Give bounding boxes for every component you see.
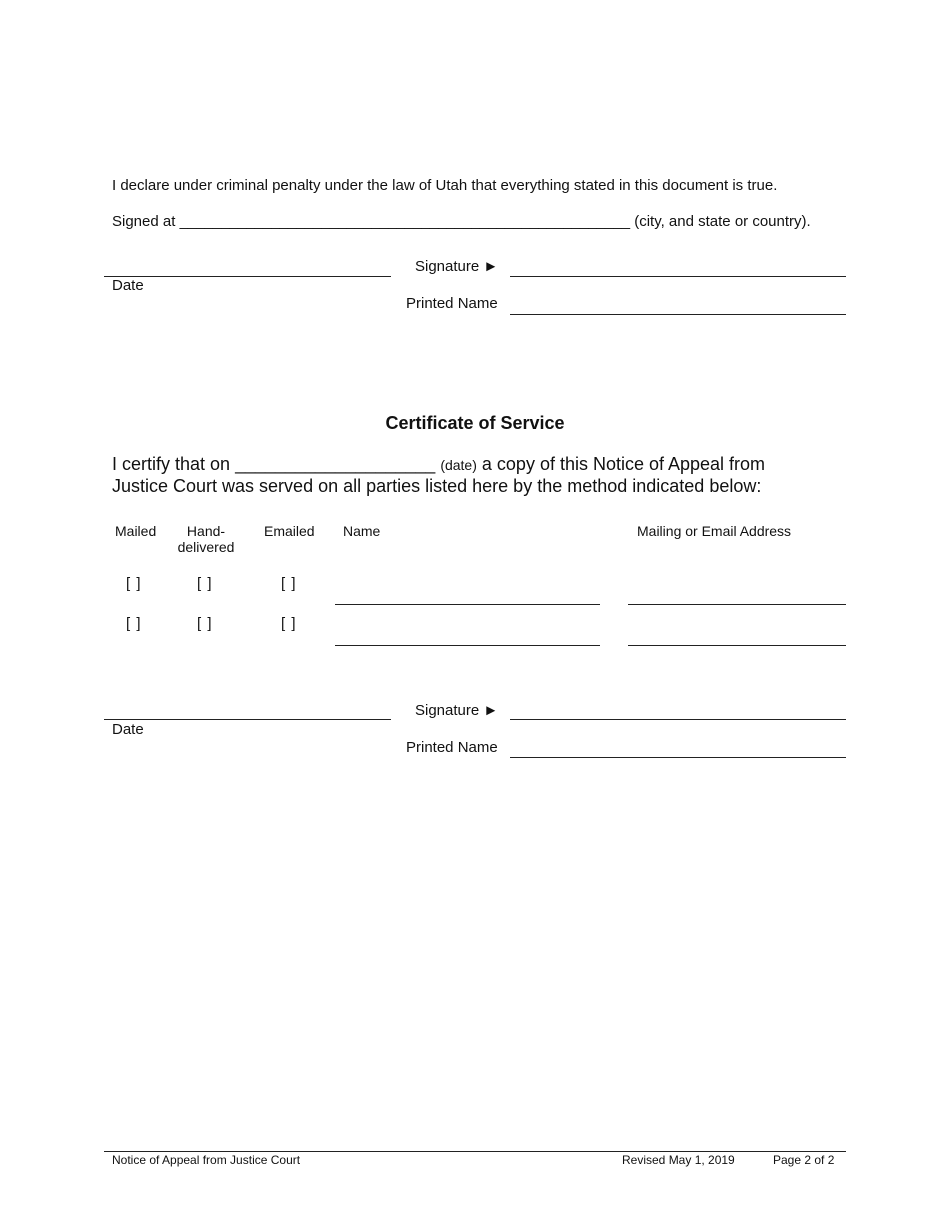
row2-address-line[interactable] <box>628 645 846 646</box>
header-hand-delivered <box>171 523 241 555</box>
row2-hand-checkbox[interactable]: [ ] <box>197 615 213 632</box>
signature-label-2: Signature ► <box>415 702 499 719</box>
certify-prefix: I certify that on <box>112 454 231 474</box>
signed-at-suffix: (city, and state or country). <box>634 213 811 230</box>
footer-form-title: Notice of Appeal from Justice Court <box>112 1153 301 1167</box>
printed-name-label-2: Printed Name <box>406 739 498 756</box>
certify-date-hint: (date) <box>440 457 477 473</box>
printed-name-label-1: Printed Name <box>406 295 498 312</box>
row1-address-line[interactable] <box>628 604 846 605</box>
declaration-statement: I declare under criminal penalty under the law of Utah that everything stated in this document is true. <box>112 177 778 194</box>
certificate-title: Certificate of Service <box>385 413 565 433</box>
certify-line-1 <box>112 453 765 476</box>
printed-name-line-2[interactable] <box>510 757 846 758</box>
signed-at-label: Signed at <box>112 213 176 230</box>
certify-date-field[interactable]: ____________________ <box>235 454 436 474</box>
header-address: Mailing or Email Address <box>637 523 792 539</box>
row2-name-line[interactable] <box>335 645 600 646</box>
header-emailed: Emailed <box>264 523 315 539</box>
date-label-2: Date <box>112 721 144 738</box>
certify-line-2: Justice Court was served on all parties listed here by the method indicated below: <box>112 476 762 496</box>
row1-name-line[interactable] <box>335 604 600 605</box>
footer-revised: Revised May 1, 2019 <box>622 1153 735 1167</box>
row1-mailed-checkbox[interactable]: [ ] <box>126 575 142 592</box>
signature-line-1[interactable] <box>510 276 846 277</box>
row1-hand-checkbox[interactable]: [ ] <box>197 575 213 592</box>
header-hand-delivered-line2: delivered <box>177 539 235 555</box>
date-line-1[interactable] <box>104 276 391 277</box>
printed-name-line-1[interactable] <box>510 314 846 315</box>
signature-line-2[interactable] <box>510 719 846 720</box>
footer-page-number: Page 2 of 2 <box>773 1153 835 1167</box>
signed-at-field[interactable]: ______________________________________________________ <box>179 213 631 230</box>
certify-suffix: a copy of this Notice of Appeal from <box>481 454 766 474</box>
header-name: Name <box>343 523 381 539</box>
row2-emailed-checkbox[interactable]: [ ] <box>281 615 297 632</box>
row1-emailed-checkbox[interactable]: [ ] <box>281 575 297 592</box>
header-mailed: Mailed <box>115 523 157 539</box>
header-hand-delivered-line1: Hand- <box>186 523 226 539</box>
row2-mailed-checkbox[interactable]: [ ] <box>126 615 142 632</box>
signature-label-1: Signature ► <box>415 258 499 275</box>
date-line-2[interactable] <box>104 719 391 720</box>
date-label-1: Date <box>112 277 144 294</box>
footer-rule <box>104 1151 846 1152</box>
signed-at-row <box>112 213 811 230</box>
